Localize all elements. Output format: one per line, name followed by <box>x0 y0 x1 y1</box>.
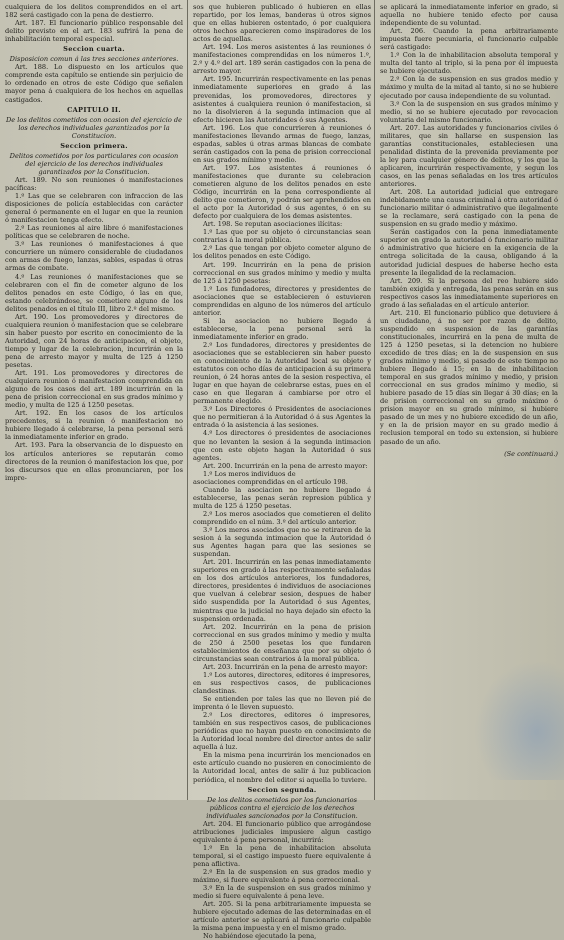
article-paragraph: Art. 206. Cuando la pena arbitrariamente impuesta fuere pecuniaria, el funcionario culpable será castigado: <box>380 27 558 52</box>
article-paragraph: 1.º En la pena de inhabilitacion absoluta temporal, si el castigo impuesto fuere equivalente á pena aflictiva. <box>193 843 371 868</box>
article-paragraph: 3.º Los Directores ó Presidentes de asociaciones que no permitieran á la Autoridad ó á sus Agentes la entrada ó la asistencia á las sesiones. <box>193 405 371 430</box>
section-heading: Seccion primera. <box>60 141 128 150</box>
article-paragraph: Art. 195. Incurrirán respectivamente en las penas inmediatamente superiores en grado á las prevenidas, los promovedores, directores y asistentes á cualquiera reunion ó manifestacion, si no la disolvieren á la segunda intimacion que al efecto hicieren las Autoridades ó sus Agentes. <box>193 75 371 124</box>
article-paragraph: 1.º Los fundadores, directores y presidentes de asociaciones que se establecieren ó estuvieren comprendidas en alguno de los números del artículo anterior. <box>193 284 371 317</box>
article-paragraph: Art. 204. El funcionario público que arrogándose atribuciones judiciales impusiere algun castigo equivalente á pena personal, incurrirá: <box>193 819 371 844</box>
section-heading: Seccion cuarta. <box>63 45 125 54</box>
article-paragraph: Art. 194. Los meros asistentes á las reuniones ó manifestaciones comprendidas en los números 1.º, 2.º y 4.º del art. 189 serán castigados con la pena de arresto mayor. <box>193 43 371 76</box>
article-paragraph: asociaciones comprendidas en el artículo 198. <box>193 477 348 486</box>
article-paragraph: 2.º Los meros asociados que cometieren el delito comprendido en el núm. 3.º del artículo anterior. <box>193 509 371 526</box>
article-paragraph: 1.º Las que por su objeto ó circunstancias sean contrarias á la moral pública. <box>193 228 371 245</box>
column-3 <box>380 3 558 797</box>
column-divider <box>374 0 375 800</box>
article-paragraph: 3.º Las reuniones ó manifestaciones á que concurriere un número considerable de ciudadanos con armas de fuego, lanzas, sables, espadas ú otras armas de combate. <box>5 240 183 273</box>
article-paragraph: Art. 208. La autoridad judicial que entregare indebidamente una causa criminal á otra autoridad ó funcionario militar ó administrativo que ilegalmente se la reclamare, será castigado con la pena de suspension en su grado medio y máximo. <box>380 188 558 229</box>
article-paragraph: En la misma pena incurrirán los mencionados en este artículo cuando no pusieren en conocimiento de la Autoridad local, antes de salir á luz publicacion periódica, el nombre del editor si aquella lo tuviere. <box>193 751 371 784</box>
article-paragraph: Art. 193. Para la observancia de lo dispuesto en los artículos anteriores se reputarán como directores de la reunion ó manifestacion los que, por los discursos que en ellas pronunciaren, por los impre- <box>5 441 183 482</box>
article-paragraph: 1.º Los autores, directores, editores é impresores, en sus respectivos casos, de publicaciones clandestinas. <box>193 670 371 695</box>
article-paragraph: Art. 192. En los casos de los artículos precedentes, si la reunion ó manifestacion no hubiere llegado á celebrarse, la pena personal será la inmediatamente inferior en grado. <box>5 409 183 442</box>
article-paragraph: 2.º Los fundadores, directores y presidentes de asociaciones que se establecieren sin haber puesto en conocimiento de la Autoridad local su objeto y estatutos con ocho días de anticipacion á su primera reunion, ó 24 horas antes de la sesion respectiva, el lugar en que hayan de celebrarse estas, pues en el caso en que llegaran á cambiarse por otro el permanente elegido. <box>193 340 371 406</box>
article-paragraph: 2.º Con la de suspension en sus grados medio y máximo y multa de la mitad al tanto, si no se hubiere ejecutado por causa independiente de su voluntad. <box>380 75 558 100</box>
article-paragraph: 3.º Los meros asociados que no se retiraren de la sesion á la segunda intimacion que la Autoridad ó sus Agentes hagan para que las sesiones se suspendan. <box>193 526 371 559</box>
article-paragraph: Art. 205. Si la pena arbitrariamente impuesta se hubiere ejecutado ademas de las determinadas en el artículo anterior se aplicará al funcionario culpable la misma pena impuesta y en el mismo grado. <box>193 900 371 933</box>
section-heading: CAPITULO II. <box>67 105 121 114</box>
article-paragraph: 3.º Con la de suspension en sus grados mínimo y medio, si no se hubiere ejecutado por revocacion voluntaria del mismo funcionario. <box>380 99 558 124</box>
article-paragraph: Art. 201. Incurrirán en las penas inmediatamente superiores en grado á las respectivamente señaladas en los dos artículos anteriores, los fundadores, directores, presidentes é individuos de asociaciones que vuelvan á celebrar sesion, despues de haber sido suspendida por la Autoridad ó sus Agentes, mientras que la judicial no haya dejado sin efecto la suspension ordenada. <box>193 558 371 623</box>
section-heading: Seccion segunda. <box>247 785 317 794</box>
article-paragraph: 1.º Las que se celebraren con infraccion de las disposiciones de policía establecidas con carácter general ó permanente en el lugar en que la reunion ó manifestacion tenga efecto. <box>5 192 183 225</box>
section-subtitle: Delitos cometidos por los particulares con ocasion del ejercicio de los derechos individuales garantizados por la Constitucion. <box>9 151 179 176</box>
article-paragraph: No habiéndose ejecutado la pena, <box>203 932 317 940</box>
article-paragraph: 4.º Las reuniones ó manifestaciones que se celebraren con el fin de cometer alguno de los delitos penados en este Código, ó las en que, estando celebrándose, se cometiere alguno de los delitos penados en el título III, libro 2.º del mismo. <box>5 272 183 313</box>
continuation-note: (Se continuará.) <box>504 449 558 458</box>
column-1 <box>5 3 183 797</box>
article-paragraph: 2.º Los directores, editores ó impresores, también en sus respectivos casos, de publicaciones periódicas que no hayan puesto en conocimiento de la Autoridad local nombre del director antes de salir aquella á luz. <box>193 711 371 752</box>
article-paragraph: Art. 197. Los asistentes á reuniones ó manifestaciones que durante su celebracion cometieren alguno de los delitos penados en este Código, incurrirán en la pena correspondiente al delito que cometieron, y podrán ser aprehendidos en el acto por la Autoridad ó sus agentes, ó en su defecto por cualquiera de los demas asistentes. <box>193 163 371 221</box>
article-paragraph: Si la asociacion no hubiere llegado á establecerse, la pena personal será la inmediatamente inferior en grado. <box>193 316 371 341</box>
article-paragraph: Art. 189. No son reuniones ó manifestaciones pacíficas: <box>5 175 183 192</box>
article-paragraph: Serán castigados con la pena inmediatamente superior en grado la autoridad ó funcionario militar ó administrativo que hiciere en la exigencia de la entrega solicitada de la causa, obligando á la autoridad judicial despues de haberse hecho esta presente la ilegalidad de la reclamacion. <box>380 228 558 277</box>
article-paragraph: Art. 190. Los promovedores y directores de cualquiera reunion ó manifestacion que se celebrare sin haber puesto por escrito en conocimiento de la Autoridad, con 24 horas de anticipacion, el objeto, tiempo y lugar de la celebracion, incurrirán en la pena de arresto mayor y multa de 125 á 1250 pesetas. <box>5 312 183 370</box>
article-paragraph: 1.º Los meros individuos de <box>203 469 296 478</box>
article-paragraph: Art. 199. Incurrirán en la pena de prision correccional en sus grados mínimo y medio y multa de 125 á 1250 pesetas: <box>193 260 371 285</box>
article-paragraph: 2.º Las que tengan por objeto cometer alguno de los delitos penados en este Código. <box>193 244 371 261</box>
article-paragraph: se aplicará la inmediatamente inferior en grado, si aquella no hubiere tenido efecto por causa independiente de su voluntad. <box>380 3 558 28</box>
article-paragraph: Art. 202. Incurrirán en la pena de prision correccional en sus grados mínimo y medio y multa de 250 á 2500 pesetas los que fundaren establecimientos de enseñanza que por su objeto ó circunstancias sean contrarios á la moral pública. <box>193 622 371 663</box>
section-subtitle: De los delitos cometidos con ocasion del ejercicio de los derechos individuales garantizados por la Constitucion. <box>5 115 183 140</box>
article-paragraph: Art. 209. Si la persona del reo hubiere sido también exigida y entregada, las penas serán en sus respectivos casos las inmediatamente superiores en grado á las señaladas en el artículo anterior. <box>380 276 558 309</box>
article-paragraph: Art. 207. Las autoridades y funcionarios civiles ó militares, que sin hallarse en suspension las garantías constitucionales, estableciesen una penalidad distinta de la prevenida previamente por la ley para cualquier género de delitos, y los que la aplicaren, incurrirán respectivamente, y segun los casos, en las penas señaladas en los tres artículos anteriores. <box>380 123 558 189</box>
section-subtitle: De los delitos cometidos por los funcionarios públicos contra el ejercicio de los derechos individuales sancionados por la Constitucion. <box>206 795 358 820</box>
article-paragraph: Art. 191. Los promovedores y directores de cualquiera reunion ó manifestacion comprendida en alguno de los casos del art. 189 incurrirán en la pena de prision correccional en sus grados mínimo y medio, y multa de 125 á 1250 pesetas. <box>5 369 183 410</box>
article-paragraph: Art. 210. El funcionario público que detuviere á un ciudadano, á no ser por razon de delito, suspendido en suspension de las garantías constitucionales, incurrirá en la pena de multa de 125 á 1250 pesetas, si la detencion no hubiere excedido de tres días; en la de suspension en sus grados mínimo y medio, si pasado de este tiempo no hubiere llegado á 15; en la de inhabilitacion temporal en sus grados mínimo y medio, y prision correccional en sus grados mínimo y medio, si hubiere pasado de 15 días sin llegar á 30 días; en la de prision correccional en su grado máximo ó prision mayor en su grado mínimo, si hubiere pasado de un mes y no hubiere excedido de un año, y en la de prision mayor en su grado medio á reclusion temporal en todo su extension, si hubiere pasado de un año. <box>380 308 558 446</box>
article-paragraph: sos que hubieren publicado ó hubieren en ellas repartido, por los lemas, banderas ú otros signos que en ellas hubieren ostentado, ó por cualquiera otros hechos aparecieren como inspiradores de los actos de aquellas. <box>193 3 371 44</box>
article-paragraph: 2.º Las reuniones al aire libre ó manifestaciones políticas que se celebraren de noche. <box>5 224 183 241</box>
article-paragraph: Art. 188. Lo dispuesto en los artículos que comprende esta capítulo se entiende sin perjuicio de lo ordenado en otros de este Código que señalen mayor pena á cualquiera de los hechos en aquellas castigados. <box>5 63 183 104</box>
column-2 <box>193 3 371 940</box>
article-paragraph: Art. 200. Incurrirán en la pena de arresto mayor: <box>203 461 368 470</box>
article-paragraph: Se entienden por tales las que no lleven pié de imprenta ó le lleven supuesto. <box>193 695 371 712</box>
article-paragraph: 3.º En la de suspension en sus grados mínimo y medio si fuere equivalente á pena leve. <box>193 884 371 901</box>
article-paragraph: Art. 203. Incurrirán en la pena de arresto mayor: <box>203 662 368 671</box>
article-paragraph: Art. 187. El funcionario público responsable del delito previsto en el art. 183 sufrirá la pena de inhabilitación temporal especial. <box>5 19 183 44</box>
article-paragraph: cualquiera de los delitos comprendidos en el art. 182 será castigado con la pena de destierro. <box>5 3 183 20</box>
article-paragraph: 4.º Los directores ó presidentes de asociaciones que no levanten la sesion á la segunda intimacion que con este objeto hagan la Autoridad ó sus agentes. <box>193 429 371 462</box>
column-divider <box>187 0 188 800</box>
article-paragraph: Art. 196. Los que concurrieren á reuniones ó manifestaciones llevando armas de fuego, lanzas, espadas, sables ú otras armas blancas de combate serán castigados con la pena de prision correccional en sus grados mínimo y medio. <box>193 123 371 164</box>
article-paragraph: Art. 198. Se reputan asociaciones ilícitas: <box>203 220 343 229</box>
article-paragraph: 2.º En la de suspension en sus grados medio y máximo, si fuere equivalente á pena correccional. <box>193 868 371 885</box>
article-paragraph: Cuando la asociacion no hubiere llegado á establecerse, las penas serán represion pública y multa de 125 á 1250 pesetas. <box>193 485 371 510</box>
article-paragraph: 1.º Con la de inhabilitacion absoluta temporal y multa del tanto al triplo, si la pena por él impuesta se hubiere ejecutado. <box>380 51 558 76</box>
section-subtitle: Disposicion comun á las tres secciones anteriores. <box>9 55 179 64</box>
